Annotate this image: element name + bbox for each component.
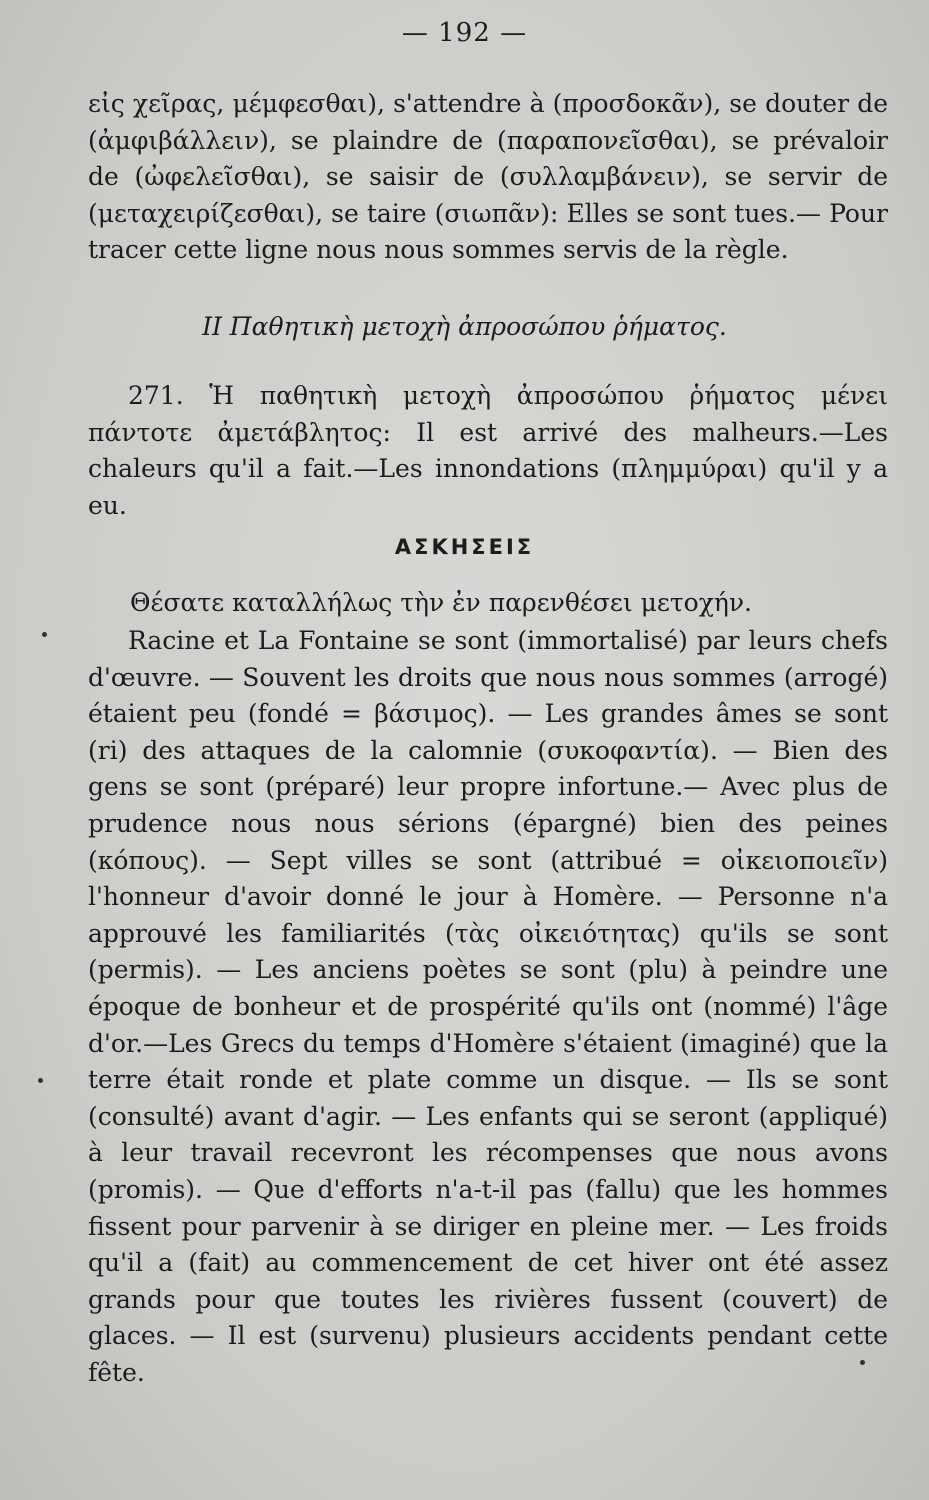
exercises-instruction: Θέσατε καταλλήλως τὴν ἐν παρενθέσει μετοχήν. (130, 588, 752, 617)
rule-paragraph (88, 378, 888, 524)
intro-paragraph: εἰς χεῖρας, μέμφεσθαι), s'attendre à (προσδοκᾶν), se douter de (ἀμφιβάλλειν), se plaindre de (παραπονεῖσθαι), se prévaloir de (ὠφελεῖσθαι), se saisir de (συλλαμβάνειν), se servir de (μεταχειρίζεσθαι), se taire (σιωπᾶν): Elles se sont tues.— Pour tracer cette ligne nous nous sommes servis de la règle. (88, 89, 888, 265)
section-heading: II Παθητικὴ μετοχὴ ἀπροσώπου ῥήματος. (202, 312, 727, 341)
exercises-title: ΑΣΚΗΣΕΙΣ (394, 535, 535, 559)
page-number: — 192 — (401, 18, 528, 48)
exercises-paragraph: Racine et La Fontaine se sont (immortalisé) par leurs chefs d'œuvre. — Souvent les droits que nous nous sommes (arrogé) étaient peu (fondé = βάσιμος). — Les grandes âmes se sont (ri) des attaques de la calomnie (συκοφαντία). — Bien des gens se sont (préparé) leur propre infortune.— Avec plus de prudence nous nous sérions (épargné) bien des peines (κόπους). — Sept villes se sont (attribué = οἰκειοποιεῖν) l'honneur d'avoir donné le jour à Homère. — Personne n'a approuvé les familiarités (τὰς οἰκειότητας) qu'ils se sont (permis). — Les anciens poètes se sont (plu) à peindre une époque de bonheur et de prospérité qu'ils ont (nommé) l'âge d'or.—Les Grecs du temps d'Homère s'étaient (imaginé) que la terre était ronde et plate comme un disque. — Ils se sont (consulté) avant d'agir. — Les enfants qui se seront (appliqué) à leur travail recevront les récompenses que nous avons (promis). — Que d'efforts n'a-t-il pas (fallu) que les hommes fissent pour parvenir à se diriger en pleine mer. — Les froids qu'il a (fait) au commencement de cet hiver ont été assez grands pour que toutes les rivières fussent (couvert) de glaces. — Il est (survenu) plusieurs accidents pendant cette fête. (88, 626, 888, 1387)
paper-speck (860, 1360, 865, 1365)
rule-271-text: 271. Ἡ παθητικὴ μετοχὴ ἀπροσώπου ῥήματος μένει πάντοτε ἀμετάβλητος: Il est arrivé des malheurs.—Les chaleurs qu'il a fait.—Les innondations (πλημμύραι) qu'il y a eu. (88, 381, 888, 520)
paper-speck (42, 632, 47, 637)
paper-speck (38, 1078, 43, 1083)
